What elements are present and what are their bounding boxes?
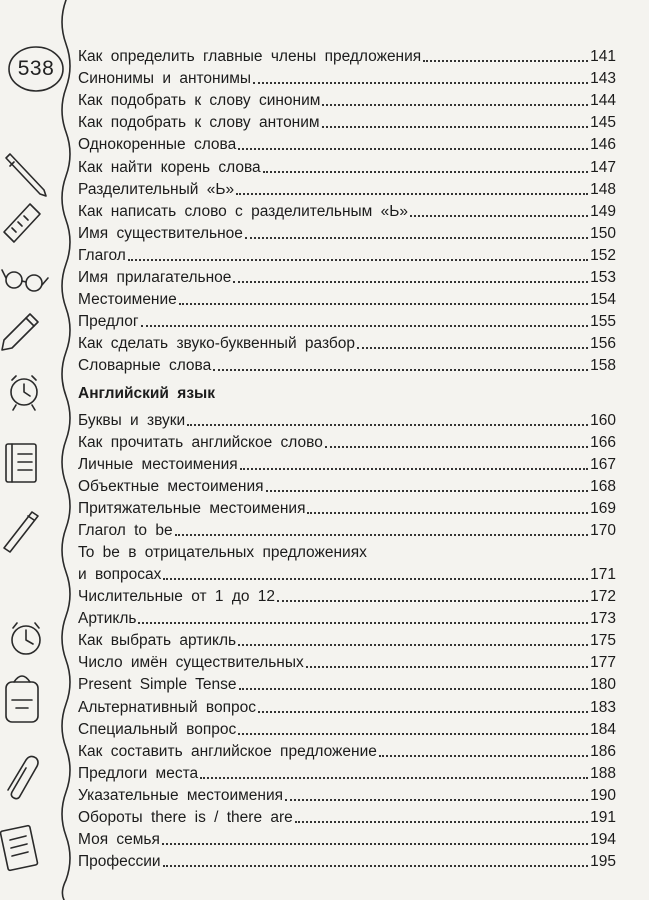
toc-section-russian (78, 44, 616, 375)
toc-entry-page: 195 (590, 853, 616, 871)
toc-entry-page: 172 (590, 588, 616, 606)
leader-dots (179, 303, 588, 305)
toc-entry[interactable] (78, 243, 616, 265)
leader-dots (306, 666, 588, 668)
toc-entry-title: Предлог (78, 313, 139, 331)
toc-entry-title: Объектные местоимения (78, 477, 264, 495)
toc-entry[interactable] (78, 265, 616, 287)
toc-entry-page: 180 (590, 676, 616, 694)
toc-entry-title-continued: и вопросах (78, 565, 162, 583)
leader-dots (379, 755, 588, 757)
leader-dots (239, 688, 589, 690)
toc-entry[interactable] (78, 518, 616, 540)
toc-entry-page: 150 (590, 224, 616, 242)
toc-entry-title: Как сделать звуко-буквенный разбор (78, 335, 356, 353)
toc-entry-title: Синонимы и антонимы (78, 70, 252, 88)
toc-entry-title: Однокоренные слова (78, 136, 237, 154)
toc-entry[interactable] (78, 672, 616, 694)
backpack-icon (6, 676, 38, 722)
page-number: 538 (17, 57, 55, 80)
toc-entry-page: 147 (590, 158, 616, 176)
leader-dots (325, 446, 588, 448)
toc-entry-title: Как прочитать английское слово (78, 433, 323, 451)
toc-entry-title: Как найти корень слова (78, 158, 261, 176)
toc-entry-page: 149 (590, 202, 616, 220)
toc-entry-title: Местоимение (78, 291, 177, 309)
toc-entry-title: Имя прилагательное (78, 269, 232, 287)
leader-dots (238, 148, 588, 150)
toc-entry[interactable] (78, 584, 616, 606)
toc-entry-title: Имя существительное (78, 224, 243, 242)
toc-entry[interactable] (78, 430, 616, 452)
toc-entry-page: 171 (590, 565, 616, 583)
toc-entry[interactable] (78, 66, 616, 88)
toc-entry[interactable] (78, 761, 616, 783)
toc-entry-title: Буквы и звуки (78, 411, 186, 429)
toc-entry-multiline[interactable] (78, 540, 616, 584)
toc-entry-page: 146 (590, 136, 616, 154)
toc-section-english-a (78, 407, 616, 540)
leader-dots (163, 865, 589, 867)
toc-entry-page: 175 (590, 632, 616, 650)
leader-dots (263, 171, 588, 173)
toc-entry[interactable] (78, 177, 616, 199)
toc-entry[interactable] (78, 694, 616, 716)
toc-entry[interactable] (78, 407, 616, 429)
leader-dots (423, 60, 588, 62)
leader-dots (238, 733, 588, 735)
leader-dots (141, 325, 589, 327)
toc-entry-page: 145 (590, 114, 616, 132)
leader-dots (307, 512, 588, 514)
leader-dots (163, 578, 588, 580)
toc-entry-title: Разделительный «Ь» (78, 180, 235, 198)
leader-dots (162, 843, 588, 845)
toc-entry-page: 160 (590, 411, 616, 429)
glasses-icon (2, 270, 48, 291)
toc-entry-title: Моя семья (78, 831, 160, 849)
toc-entry[interactable] (78, 628, 616, 650)
toc-entry[interactable] (78, 221, 616, 243)
toc-entry-title: Как составить английское предложение (78, 742, 377, 760)
toc-entry-title: Обороты there is / there are (78, 809, 293, 826)
leader-dots (253, 82, 588, 84)
toc-entry-page: 186 (590, 742, 616, 760)
toc-entry[interactable] (78, 496, 616, 518)
leader-dots (213, 369, 588, 371)
leader-dots (200, 777, 588, 779)
toc-entry-page: 144 (590, 92, 616, 110)
toc-entry-page: 168 (590, 477, 616, 495)
alarm-clock-icon-2 (12, 623, 40, 654)
toc-entry-page: 173 (590, 610, 616, 628)
margin-doodle-border (0, 0, 72, 900)
leader-dots (266, 490, 589, 492)
toc-entry-title: Числительные от 1 до 12 (78, 588, 276, 606)
toc-entry-title: Как подобрать к слову синоним (78, 92, 321, 110)
toc-entry-title: Как подобрать к слову антоним (78, 114, 320, 132)
toc-entry[interactable] (78, 287, 616, 309)
alarm-clock-icon (11, 376, 37, 410)
notebook-icon-2 (0, 825, 38, 870)
leader-dots (128, 259, 588, 261)
toc-entry-page: 194 (590, 831, 616, 849)
toc-entry-title: Притяжательные местоимения (78, 499, 306, 517)
leader-dots (258, 711, 588, 713)
toc-entry[interactable] (78, 805, 616, 827)
toc-entry[interactable] (78, 650, 616, 672)
pencil-icon (2, 314, 38, 350)
pen-icon (6, 154, 46, 196)
toc-entry-page: 153 (590, 269, 616, 287)
leader-dots (138, 622, 588, 624)
leader-dots (410, 215, 588, 217)
table-of-contents (78, 44, 616, 871)
toc-entry[interactable] (78, 110, 616, 132)
toc-entry-page: 158 (590, 357, 616, 375)
toc-entry-title: Число имён существительных (78, 654, 304, 672)
toc-entry-title: Специальный вопрос (78, 720, 237, 738)
toc-entry[interactable] (78, 154, 616, 176)
toc-entry-page: 166 (590, 433, 616, 451)
leader-dots (322, 126, 589, 128)
toc-entry[interactable] (78, 88, 616, 110)
toc-entry-page: 191 (590, 809, 616, 826)
leader-dots (277, 600, 588, 602)
toc-entry-page: 188 (590, 764, 616, 782)
leader-dots (233, 281, 588, 283)
toc-entry[interactable] (78, 783, 616, 805)
leader-dots (240, 468, 588, 470)
toc-entry[interactable] (78, 827, 616, 849)
toc-entry-title: To be в отрицательных предложениях (78, 543, 367, 561)
toc-entry-page: 154 (590, 291, 616, 309)
toc-entry-page: 152 (590, 246, 616, 264)
toc-entry[interactable] (78, 309, 616, 331)
toc-entry-title: Как выбрать артикль (78, 632, 237, 650)
toc-entry[interactable] (78, 474, 616, 496)
leader-dots (245, 237, 588, 239)
leader-dots (322, 104, 588, 106)
toc-entry-page: 148 (590, 180, 616, 198)
leader-dots (285, 799, 588, 801)
toc-entry[interactable] (78, 44, 616, 66)
toc-entry-title: Профессии (78, 853, 161, 871)
toc-entry[interactable] (78, 849, 616, 871)
toc-entry[interactable] (78, 452, 616, 474)
toc-entry-page: 190 (590, 786, 616, 804)
leader-dots (238, 644, 588, 646)
leader-dots (295, 821, 588, 823)
toc-entry-page: 183 (590, 698, 616, 716)
toc-entry-page: 156 (590, 335, 616, 353)
toc-entry-title: Как определить главные члены предложения (78, 48, 422, 66)
toc-entry-title: Альтернативный вопрос (78, 698, 256, 716)
leader-dots (357, 347, 588, 349)
leader-dots (187, 424, 588, 426)
toc-entry-page: 167 (590, 455, 616, 473)
notebook-icon (6, 444, 36, 482)
toc-entry-title: Как написать слово с разделительным «Ь» (78, 202, 409, 220)
toc-entry-page: 143 (590, 70, 616, 88)
toc-entry-page: 155 (590, 313, 616, 331)
toc-entry-title: Глагол (78, 246, 126, 264)
toc-entry-page: 169 (590, 499, 616, 517)
toc-entry-title: Указательные местоимения (78, 786, 284, 804)
toc-section-english-b (78, 584, 616, 871)
toc-entry-page: 184 (590, 720, 616, 738)
section-heading-english: Английский язык (78, 385, 216, 403)
pen-icon-2 (4, 512, 38, 552)
toc-entry-title: Предлоги места (78, 764, 199, 782)
toc-entry-page: 177 (590, 654, 616, 672)
toc-entry-title: Артикль (78, 610, 137, 628)
toc-entry-title: Глагол to be (78, 521, 173, 539)
toc-entry[interactable] (78, 199, 616, 221)
toc-entry[interactable] (78, 331, 616, 353)
leader-dots (236, 193, 588, 195)
wavy-border-line (62, 0, 70, 900)
toc-entry[interactable] (78, 739, 616, 761)
ruler-icon (4, 204, 40, 242)
toc-entry[interactable] (78, 717, 616, 739)
toc-entry[interactable] (78, 606, 616, 628)
toc-entry-page: 170 (590, 521, 616, 539)
toc-entry-title: Личные местоимения (78, 455, 238, 473)
leader-dots (175, 534, 589, 536)
toc-entry[interactable] (78, 132, 616, 154)
paperclip-icon (8, 756, 38, 798)
toc-entry-title: Словарные слова (78, 357, 212, 375)
toc-entry-title: Present Simple Tense (78, 676, 237, 694)
toc-entry-page: 141 (590, 48, 616, 66)
toc-entry[interactable] (78, 353, 616, 375)
